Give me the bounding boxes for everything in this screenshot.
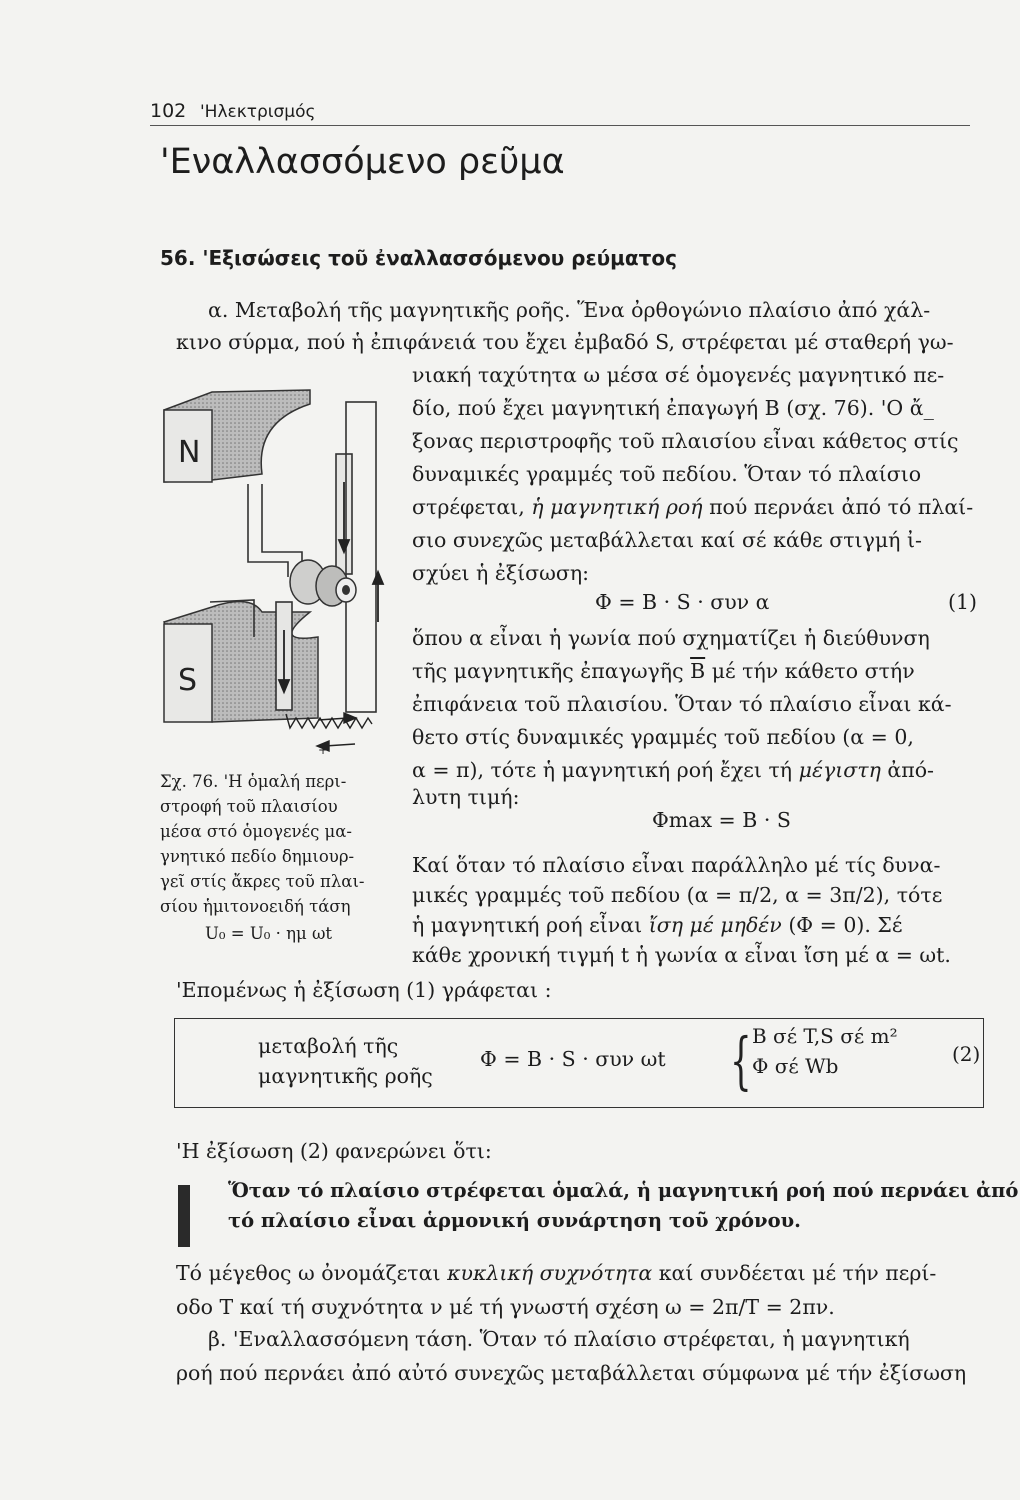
equation-1: Φ = B · S · συν α — [595, 590, 770, 614]
page-number: 102 — [150, 100, 187, 122]
ac-waveform — [286, 713, 372, 757]
magnet-n-pole — [164, 390, 310, 482]
pole-s-label: S — [178, 663, 198, 698]
body-line: ἡ μαγνητική ροή εἶναι ἴση μέ μηδέν (Φ = 0). Σέ — [412, 913, 903, 937]
emphasis-line: Ὅταν τό πλαίσιο στρέφεται ὁμαλά, ἡ μαγνητική ροή πού περνάει ἀπό — [228, 1179, 1019, 1202]
box-label-line2: μαγνητικῆς ροῆς — [258, 1064, 433, 1088]
body-line: ὅπου α εἶναι ἡ γωνία πού σχηματίζει ἡ διεύθυνση — [412, 626, 930, 650]
body-line: κάθε χρονική τιγμή t ἡ γωνία α εἶναι ἴση μέ α = ωt. — [412, 943, 951, 967]
equation-2-number: (2) — [952, 1042, 981, 1066]
emphasis-bar — [178, 1185, 190, 1247]
body-line: θετο στίς δυναμικές γραμμές τοῦ πεδίου (α = 0, — [412, 725, 914, 749]
body-line: λυτη τιμή: — [412, 785, 520, 809]
unit-line-1: B σέ T,S σέ m² — [752, 1024, 898, 1048]
body-line: β. 'Εναλλασσόμενη τάση. Ὅταν τό πλαίσιο στρέφεται, ἡ μαγνητική — [208, 1327, 910, 1351]
body-line: δίο, πού ἔχει μαγνητική ἐπαγωγή B (σχ. 76). 'Ο ἄ_ — [412, 396, 934, 420]
equation-1-number: (1) — [948, 590, 978, 614]
figure-caption-line: μέσα στό ὁμογενές μα- — [160, 822, 352, 841]
body-line: Τό μέγεθος ω ὀνομάζεται κυκλική συχνότητα καί συνδέεται μέ τήν περί- — [176, 1261, 937, 1285]
body-line: νιακή ταχύτητα ω μέσα σέ ὁμογενές μαγνητικό πε- — [412, 363, 945, 387]
emphasis-line: τό πλαίσιο εἶναι ἁρμονική συνάρτηση τοῦ χρόνου. — [228, 1209, 801, 1232]
body-line: σιο συνεχῶς μεταβάλλεται καί σέ κάθε στιγμή ἰ- — [412, 528, 922, 552]
svg-text:+: + — [318, 743, 329, 757]
unit-line-2: Φ σέ Wb — [752, 1054, 839, 1078]
body-line: ξονας περιστροφῆς τοῦ πλαισίου εἶναι κάθετος στίς — [412, 429, 959, 453]
figure-caption-line: στροφή τοῦ πλαισίου — [160, 797, 338, 816]
body-line: κινο σύρμα, πού ἡ ἐπιφάνειά του ἔχει ἐμβαδό S, στρέφεται μέ σταθερή γω- — [176, 330, 954, 354]
body-line: στρέφεται, ἡ μαγνητική ροή πού περνάει ἀπό τό πλαί- — [412, 495, 974, 519]
box-label-line1: μεταβολή τῆς — [258, 1034, 399, 1058]
figure-caption-line: γεῖ στίς ἄκρες τοῦ πλαι- — [160, 872, 365, 891]
equation-max: Φmax = B · S — [652, 808, 791, 832]
body-line: μικές γραμμές τοῦ πεδίου (α = π/2, α = 3π/2), τότε — [412, 883, 943, 907]
body-line: ροή πού περνάει ἀπό αὐτό συνεχῶς μεταβάλλεται σύμφωνα μέ τήν ἐξίσωση — [176, 1361, 967, 1385]
body-line: α. Μεταβολή τῆς μαγνητικῆς ροῆς. Ἕνα ὀρθογώνιο πλαίσιο ἀπό χάλ- — [208, 298, 931, 322]
figure-caption-line: U₀ = U₀ · ημ ωt — [205, 924, 333, 943]
magnet-s-pole — [164, 602, 318, 722]
equation-2: Φ = B · S · συν ωt — [480, 1047, 666, 1071]
figure-caption-line: Σχ. 76. 'Η ὁμαλή περι- — [160, 772, 347, 791]
body-line: α = π), τότε ἡ μαγνητική ροή ἔχει τή μέγιστη ἀπό- — [412, 758, 934, 782]
pole-n-label: N — [178, 435, 201, 470]
section-title: 56. 'Εξισώσεις τοῦ ἐναλλασσόμενου ρεύματος — [160, 246, 677, 270]
figure-caption-line: σίου ἡμιτονοειδή τάση — [160, 897, 351, 916]
running-title: 'Ηλεκτρισμός — [200, 102, 316, 122]
figure-76 — [150, 362, 390, 772]
chapter-title: 'Εναλλασσόμενο ρεῦμα — [160, 142, 565, 182]
header-rule — [150, 125, 970, 126]
body-line: ἐπιφάνεια τοῦ πλαισίου. Ὅταν τό πλαίσιο εἶναι κά- — [412, 692, 952, 716]
body-line: τῆς μαγνητικῆς ἐπαγωγῆς $\overline{B}$ μέ τήν κάθετο στήν — [412, 659, 915, 683]
body-line: 'Επομένως ἡ ἐξίσωση (1) γράφεται : — [176, 978, 552, 1002]
body-line: οδο T καί τή συχνότητα ν μέ τή γνωστή σχέση ω = 2π/T = 2πν. — [176, 1295, 835, 1319]
body-line: 'Η ἐξίσωση (2) φανερώνει ὅτι: — [176, 1139, 492, 1163]
body-line: δυναμικές γραμμές τοῦ πεδίου. Ὅταν τό πλαίσιο — [412, 462, 922, 486]
body-line: σχύει ἡ ἐξίσωση: — [412, 561, 590, 585]
brace: { — [730, 1024, 752, 1097]
figure-caption-line: γνητικό πεδίο δημιουρ- — [160, 847, 355, 866]
body-line: Καί ὅταν τό πλαίσιο εἶναι παράλληλο μέ τίς δυνα- — [412, 853, 941, 877]
